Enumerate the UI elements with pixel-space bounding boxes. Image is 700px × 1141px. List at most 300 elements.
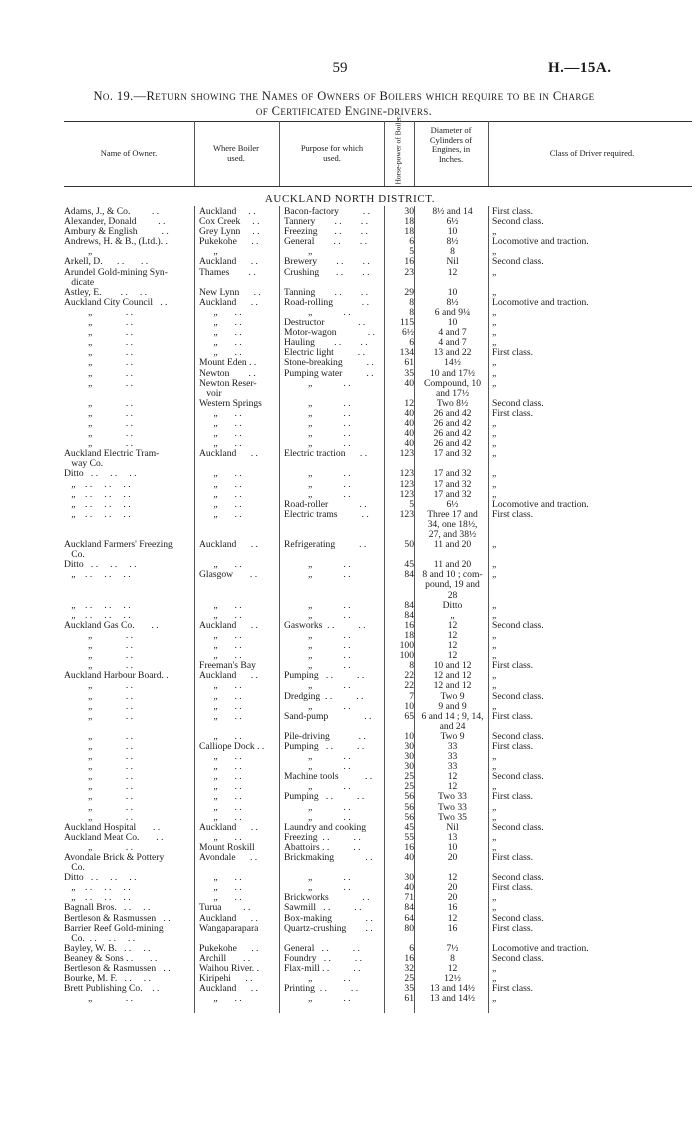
driver-class-cell: „ xyxy=(492,287,497,298)
table-row xyxy=(0,631,700,641)
driver-class-cell: „ xyxy=(492,449,497,460)
purpose-cell: „ . . xyxy=(284,378,351,389)
purpose-cell: Pumping water . . xyxy=(284,368,374,379)
where-cell: „ . . xyxy=(199,651,242,662)
where-cell: „ . . xyxy=(199,630,242,641)
horse-power-cell: 123 xyxy=(399,449,414,460)
owner-cell: Beaney & Sons . . . . xyxy=(64,953,158,964)
horse-power-cell: 5 xyxy=(409,247,414,258)
purpose-cell: „ . . xyxy=(284,307,351,318)
table-row xyxy=(0,611,700,621)
boiler-table-body xyxy=(0,207,700,1004)
purpose-cell: Electric trams . . xyxy=(284,509,369,520)
diameter-cell: Two 35 xyxy=(438,812,467,823)
horse-power-cell: 40 xyxy=(404,378,414,389)
horse-power-cell: 25 xyxy=(404,974,414,985)
diameter-cell: Two 33 xyxy=(438,792,467,803)
horse-power-cell: 16 xyxy=(404,842,414,853)
where-cell: Turua . . xyxy=(199,903,251,914)
diameter-cell: 13 xyxy=(447,832,458,843)
table-row xyxy=(0,550,700,560)
where-cell: „ . . xyxy=(199,994,242,1005)
where-cell: „ . . xyxy=(199,832,242,843)
owner-cell: Co. xyxy=(64,863,85,874)
where-cell: Newton Reser- xyxy=(199,378,257,389)
where-cell: Waihou River. . xyxy=(199,964,259,975)
diameter-cell: 12 xyxy=(447,620,458,631)
table-row xyxy=(0,893,700,903)
diameter-cell: 8 xyxy=(450,953,455,964)
horse-power-cell: 40 xyxy=(404,883,414,894)
diameter-cell: Nil xyxy=(446,822,459,833)
horse-power-cell: 32 xyxy=(404,964,414,975)
where-cell: „ . . xyxy=(199,479,242,490)
driver-class-cell: „ xyxy=(492,630,497,641)
table-row xyxy=(0,702,700,712)
purpose-cell: „ . . xyxy=(284,782,351,793)
diameter-cell: 12 xyxy=(447,782,458,793)
where-cell: Kiripehi . . xyxy=(199,974,253,985)
where-cell: „ . . xyxy=(199,812,242,823)
diameter-cell: 16 xyxy=(447,923,458,934)
purpose-cell: „ . . xyxy=(284,570,351,581)
owner-cell: Auckland Harbour Board. . xyxy=(64,671,169,682)
driver-class-cell: Second class. xyxy=(492,731,544,742)
owner-cell: „ . . xyxy=(64,429,134,440)
table-row xyxy=(0,934,700,944)
driver-class-cell: Second class. xyxy=(492,772,544,783)
where-cell: Auckland . . xyxy=(199,449,258,460)
diameter-cell: 20 xyxy=(447,883,458,894)
where-cell: „ . . xyxy=(199,782,242,793)
diameter-cell: 4 and 7 xyxy=(438,338,467,349)
purpose-cell: Hauling . . . . xyxy=(284,338,368,349)
driver-class-cell: „ xyxy=(492,540,497,551)
owner-cell: „ . . xyxy=(64,418,134,429)
owner-cell: Arkell, D. . . . . xyxy=(64,257,149,268)
where-cell: „ . . xyxy=(199,873,242,884)
purpose-cell: General . . . . xyxy=(284,943,360,954)
diameter-cell: 12 xyxy=(447,913,458,924)
driver-class-cell: „ xyxy=(492,570,497,581)
table-row xyxy=(0,449,700,459)
owner-cell: „ . . xyxy=(64,318,134,329)
diameter-cell: 6½ xyxy=(446,499,459,510)
driver-class-cell: „ xyxy=(492,338,497,349)
diameter-cell: 33 xyxy=(447,741,458,752)
horse-power-cell: 40 xyxy=(404,418,414,429)
purpose-cell: Machine tools . . xyxy=(284,772,373,783)
diameter-cell: 12½ xyxy=(444,974,461,985)
driver-class-cell: Second class. xyxy=(492,257,544,268)
where-cell: „ . . xyxy=(199,429,242,440)
horse-power-cell: 29 xyxy=(404,287,414,298)
purpose-cell: „ . . xyxy=(284,560,351,571)
driver-class-cell: „ xyxy=(492,812,497,823)
table-row xyxy=(0,873,700,883)
where-cell: Cox Creek . . xyxy=(199,217,260,228)
horse-power-cell: 25 xyxy=(404,772,414,783)
owner-cell: dicate xyxy=(64,277,95,288)
driver-class-cell: „ xyxy=(492,782,497,793)
horse-power-cell: 123 xyxy=(399,489,414,500)
purpose-cell: „ . . xyxy=(284,661,351,672)
driver-class-cell: „ xyxy=(492,368,497,379)
table-row xyxy=(0,823,700,833)
horse-power-cell: 35 xyxy=(404,984,414,995)
where-cell: „ . . xyxy=(199,418,242,429)
table-row xyxy=(0,338,700,348)
diameter-cell: 7½ xyxy=(446,943,459,954)
purpose-cell: Freezing . . . . xyxy=(284,832,361,843)
driver-class-cell: „ xyxy=(492,994,497,1005)
where-cell: „ . . xyxy=(199,408,242,419)
owner-cell: „ . . xyxy=(64,782,134,793)
purpose-cell: Foundry . . . . xyxy=(284,953,363,964)
where-cell: Auckland . . xyxy=(199,671,258,682)
owner-cell: Co. xyxy=(64,550,85,561)
table-row xyxy=(0,833,700,843)
where-cell: „ . . xyxy=(199,711,242,722)
horse-power-cell: 65 xyxy=(404,711,414,722)
table-row xyxy=(0,439,700,449)
horse-power-cell: 5 xyxy=(409,499,414,510)
table-row xyxy=(0,661,700,671)
where-cell: „ . . xyxy=(199,731,242,742)
where-cell: „ . . xyxy=(199,489,242,500)
driver-class-cell: Second class. xyxy=(492,398,544,409)
table-row xyxy=(0,974,700,984)
owner-cell: Auckland Electric Tram- xyxy=(64,449,160,460)
horse-power-cell: 10 xyxy=(404,701,414,712)
owner-cell: Auckland Gas Co. . . xyxy=(64,620,159,631)
table-row xyxy=(0,863,700,873)
purpose-cell: Brickworks . . xyxy=(284,893,370,904)
horse-power-cell: 61 xyxy=(404,994,414,1005)
diameter-cell: 27, and 38½ xyxy=(428,530,477,540)
horse-power-cell: 35 xyxy=(404,368,414,379)
table-row xyxy=(0,883,700,893)
owner-cell: „ . . xyxy=(64,681,134,692)
horse-power-cell: 123 xyxy=(399,479,414,490)
diameter-cell: 17 and 32 xyxy=(433,489,472,500)
table-row xyxy=(0,490,700,500)
horse-power-cell: 18 xyxy=(404,227,414,238)
purpose-cell: „ . . xyxy=(284,873,351,884)
purpose-cell: Freezing . . . . xyxy=(284,227,368,238)
diameter-cell: and 17½ xyxy=(435,388,470,399)
purpose-cell: „ . . xyxy=(284,651,351,662)
district-heading: AUCKLAND NORTH DISTRICT. xyxy=(264,193,436,205)
where-cell: „ . . xyxy=(199,560,242,571)
table-row xyxy=(0,520,700,530)
table-row xyxy=(0,803,700,813)
owner-cell: „ . . . . . . xyxy=(64,883,131,894)
owner-cell: „ . . . . . . xyxy=(64,479,131,490)
horse-power-cell: 6 xyxy=(409,943,414,954)
horse-power-cell: 50 xyxy=(404,540,414,551)
owner-cell: „ . . xyxy=(64,338,134,349)
table-row xyxy=(0,227,700,237)
horse-power-cell: 30 xyxy=(404,207,414,217)
diameter-cell: 8½ xyxy=(446,237,459,248)
where-cell: Auckland . . xyxy=(199,913,258,924)
where-cell: Glasgow . . xyxy=(199,570,258,581)
table-row xyxy=(0,944,700,954)
owner-cell: „ . . . . . . xyxy=(64,499,131,510)
diameter-cell: 10 and 17½ xyxy=(429,368,476,379)
horse-power-cell: 84 xyxy=(404,600,414,611)
page-reference: H.—15A. xyxy=(548,60,612,76)
horse-power-cell: 7 xyxy=(409,691,414,702)
horse-power-cell: 6 xyxy=(409,237,414,248)
owner-cell: „ . . . . . . xyxy=(64,600,131,611)
owner-cell: Bertleson & Rasmussen . . xyxy=(64,913,171,924)
purpose-cell: „ . . xyxy=(284,600,351,611)
diameter-cell: 13 and 14½ xyxy=(429,994,476,1005)
driver-class-cell: First class. xyxy=(492,348,534,359)
table-top-rule xyxy=(64,121,692,122)
purpose-cell: Bacon-factory . . xyxy=(284,207,371,217)
purpose-cell: „ . . xyxy=(284,630,351,641)
owner-cell: „ . . xyxy=(64,792,134,803)
purpose-cell: Quartz-crushing . . xyxy=(284,923,373,934)
owner-cell: Ditto . . . . . . xyxy=(64,469,137,480)
purpose-cell: Sand-pump . . xyxy=(284,711,372,722)
horse-power-cell: 8 xyxy=(409,307,414,318)
diameter-cell: 4 and 7 xyxy=(438,328,467,339)
purpose-cell: „ . . xyxy=(284,802,351,813)
header-horse-power: Horse-power of Boiler. xyxy=(393,115,403,185)
owner-cell: „ . . xyxy=(64,691,134,702)
table-row xyxy=(0,247,700,257)
driver-class-cell: First class. xyxy=(492,661,534,672)
table-row xyxy=(0,348,700,358)
owner-cell: Adams, J., & Co. . . xyxy=(64,207,160,217)
owner-cell: „ . . xyxy=(64,741,134,752)
horse-power-cell: 40 xyxy=(404,439,414,450)
diameter-cell: 10 and 12 xyxy=(433,661,472,672)
horse-power-cell: 23 xyxy=(404,267,414,278)
driver-class-cell: „ xyxy=(492,600,497,611)
purpose-cell: Dredging . . . . xyxy=(284,691,364,702)
diameter-cell: Compound, 10 xyxy=(423,378,482,389)
horse-power-cell: 134 xyxy=(399,348,414,359)
header-diameter: Diameter of Cylinders of Engines, in Inches. xyxy=(429,125,473,164)
driver-class-cell: „ xyxy=(492,762,497,773)
table-row xyxy=(0,459,700,469)
diameter-cell: Ditto xyxy=(442,600,463,611)
purpose-cell: „ . . xyxy=(284,489,351,500)
diameter-cell: 8½ and 14 xyxy=(432,207,473,217)
purpose-cell: Destructor . . xyxy=(284,318,366,329)
owner-cell: „ . . . . . . xyxy=(64,489,131,500)
table-row xyxy=(0,914,700,924)
horse-power-cell: 30 xyxy=(404,741,414,752)
table-row xyxy=(0,621,700,631)
header-divider xyxy=(414,121,415,186)
purpose-cell: „ . . xyxy=(284,974,351,985)
diameter-cell: 10 xyxy=(447,227,458,238)
header-divider xyxy=(279,121,280,186)
diameter-cell: 10 xyxy=(447,287,458,298)
where-cell: Auckland . . xyxy=(199,297,258,308)
horse-power-cell: 123 xyxy=(399,509,414,520)
table-row xyxy=(0,308,700,318)
driver-class-cell: Locomotive and traction. xyxy=(492,499,589,510)
table-row xyxy=(0,570,700,580)
diameter-cell: 6 and 14 ; 9, 14, xyxy=(421,711,484,722)
driver-class-cell: „ xyxy=(492,893,497,904)
table-row xyxy=(0,389,700,399)
owner-cell: Astley, E. . . . . xyxy=(64,287,148,298)
diameter-cell: 33 xyxy=(447,752,458,763)
horse-power-cell: 100 xyxy=(399,651,414,662)
driver-class-cell: „ xyxy=(492,832,497,843)
driver-class-cell: „ xyxy=(492,328,497,339)
horse-power-cell: 8 xyxy=(409,297,414,308)
diameter-cell: 11 and 20 xyxy=(433,540,472,551)
purpose-cell: Electric light . . xyxy=(284,348,365,359)
purpose-cell: Abattoirs . . . . xyxy=(284,842,361,853)
driver-class-cell: Locomotive and traction. xyxy=(492,943,589,954)
owner-cell: „ . . xyxy=(64,307,134,318)
driver-class-cell: First class. xyxy=(492,711,534,722)
purpose-cell: „ . . xyxy=(284,398,351,409)
purpose-cell: Sawmill . . . . xyxy=(284,903,362,914)
table-row xyxy=(0,994,700,1004)
purpose-cell: Electric traction . . xyxy=(284,449,368,460)
table-row xyxy=(0,641,700,651)
where-cell: „ . . xyxy=(199,893,242,904)
where-cell: Auckland . . xyxy=(199,207,256,217)
header-divider xyxy=(488,121,489,186)
horse-power-cell: 56 xyxy=(404,792,414,803)
owner-cell: Bourke, M. F. . . . . xyxy=(64,974,151,985)
purpose-cell: „ . . xyxy=(284,408,351,419)
header-divider xyxy=(384,121,385,186)
table-row xyxy=(0,924,700,934)
owner-cell: „ . . . . . . xyxy=(64,570,131,581)
owner-cell: „ . . xyxy=(64,358,134,369)
where-cell: „ . . xyxy=(199,701,242,712)
owner-cell: „ . . xyxy=(64,701,134,712)
diameter-cell: 12 xyxy=(447,873,458,884)
page-number: 59 xyxy=(332,60,348,76)
diameter-cell: 33 xyxy=(447,762,458,773)
where-cell: „ . . xyxy=(199,328,242,339)
purpose-cell: Laundry and cooking xyxy=(284,822,367,833)
purpose-cell: Pile-driving . . xyxy=(284,731,366,742)
purpose-cell: Tannery . . . . xyxy=(284,217,369,228)
purpose-cell: „ . . xyxy=(284,812,351,823)
owner-cell: „ . . xyxy=(64,994,134,1005)
where-cell: Pukekohe . . xyxy=(199,237,259,248)
table-row xyxy=(0,318,700,328)
diameter-cell: 26 and 42 xyxy=(433,429,472,440)
horse-power-cell: 55 xyxy=(404,832,414,843)
table-row xyxy=(0,712,700,722)
owner-cell: „ . . xyxy=(64,842,134,853)
table-row xyxy=(0,954,700,964)
table-row xyxy=(0,510,700,520)
owner-cell: Auckland Meat Co. . . xyxy=(64,832,164,843)
horse-power-cell: 16 xyxy=(404,620,414,631)
header-purpose: Purpose for which used. xyxy=(300,143,364,163)
where-cell: „ . . xyxy=(199,762,242,773)
where-cell: „ . . xyxy=(199,439,242,450)
where-cell: „ . . xyxy=(199,792,242,803)
purpose-cell: „ . . xyxy=(284,418,351,429)
driver-class-cell: First class. xyxy=(492,741,534,752)
table-row xyxy=(0,540,700,550)
purpose-cell: Pumping . . . . xyxy=(284,671,365,682)
purpose-cell: Road-roller . . xyxy=(284,499,367,510)
table-row xyxy=(0,792,700,802)
diameter-cell: 17 and 32 xyxy=(433,469,472,480)
table-row xyxy=(0,762,700,772)
table-row xyxy=(0,782,700,792)
table-row xyxy=(0,742,700,752)
driver-class-cell: Second class. xyxy=(492,913,544,924)
owner-cell: „ . . . . . . xyxy=(64,610,131,621)
owner-cell: „ . . xyxy=(64,651,134,662)
owner-cell: „ . . xyxy=(64,641,134,652)
driver-class-cell: „ xyxy=(492,439,497,450)
diameter-cell: 12 xyxy=(447,267,458,278)
purpose-cell: „ . . xyxy=(284,994,351,1005)
diameter-cell: 12 xyxy=(447,630,458,641)
where-cell: voir xyxy=(199,388,222,399)
purpose-cell: Gasworks . . . . xyxy=(284,620,366,631)
owner-cell: „ . . xyxy=(64,328,134,339)
driver-class-cell: First class. xyxy=(492,853,534,863)
owner-cell: Co. . . . . . . xyxy=(64,933,136,944)
owner-cell: „ . . . . . . xyxy=(64,509,131,520)
diameter-cell: 8 and 10 ; com- xyxy=(422,570,483,581)
where-cell: Auckland . . xyxy=(199,540,258,551)
driver-class-cell: „ xyxy=(492,641,497,652)
driver-class-cell: Second class. xyxy=(492,620,544,631)
owner-cell: „ . . xyxy=(64,731,134,742)
diameter-cell: 11 and 20 xyxy=(433,560,472,571)
owner-cell: Bayley, W. B. . . . . xyxy=(64,943,151,954)
table-row xyxy=(0,298,700,308)
table-row xyxy=(0,530,700,540)
diameter-cell: 20 xyxy=(447,853,458,863)
purpose-cell: Road-rolling . . xyxy=(284,297,370,308)
driver-class-cell: „ xyxy=(492,307,497,318)
driver-class-cell: „ xyxy=(492,429,497,440)
purpose-cell: Pumping . . . . xyxy=(284,741,365,752)
table-row xyxy=(0,681,700,691)
diameter-cell: 9 and 9 xyxy=(438,701,467,712)
diameter-cell: 12 xyxy=(447,651,458,662)
purpose-cell: „ . . xyxy=(284,681,351,692)
owner-cell: „ . . xyxy=(64,348,134,359)
driver-class-cell: „ xyxy=(492,903,497,914)
owner-cell: „ . . xyxy=(64,802,134,813)
where-cell: „ . . xyxy=(199,681,242,692)
table-row xyxy=(0,984,700,994)
where-cell: „ . . xyxy=(199,348,242,359)
purpose-cell: „ xyxy=(284,247,313,258)
purpose-cell: Refrigerating . . xyxy=(284,540,367,551)
owner-cell: „ . . xyxy=(64,630,134,641)
header-where: Where Boiler used. xyxy=(212,143,260,163)
table-row xyxy=(0,237,700,247)
driver-class-cell: „ xyxy=(492,651,497,662)
